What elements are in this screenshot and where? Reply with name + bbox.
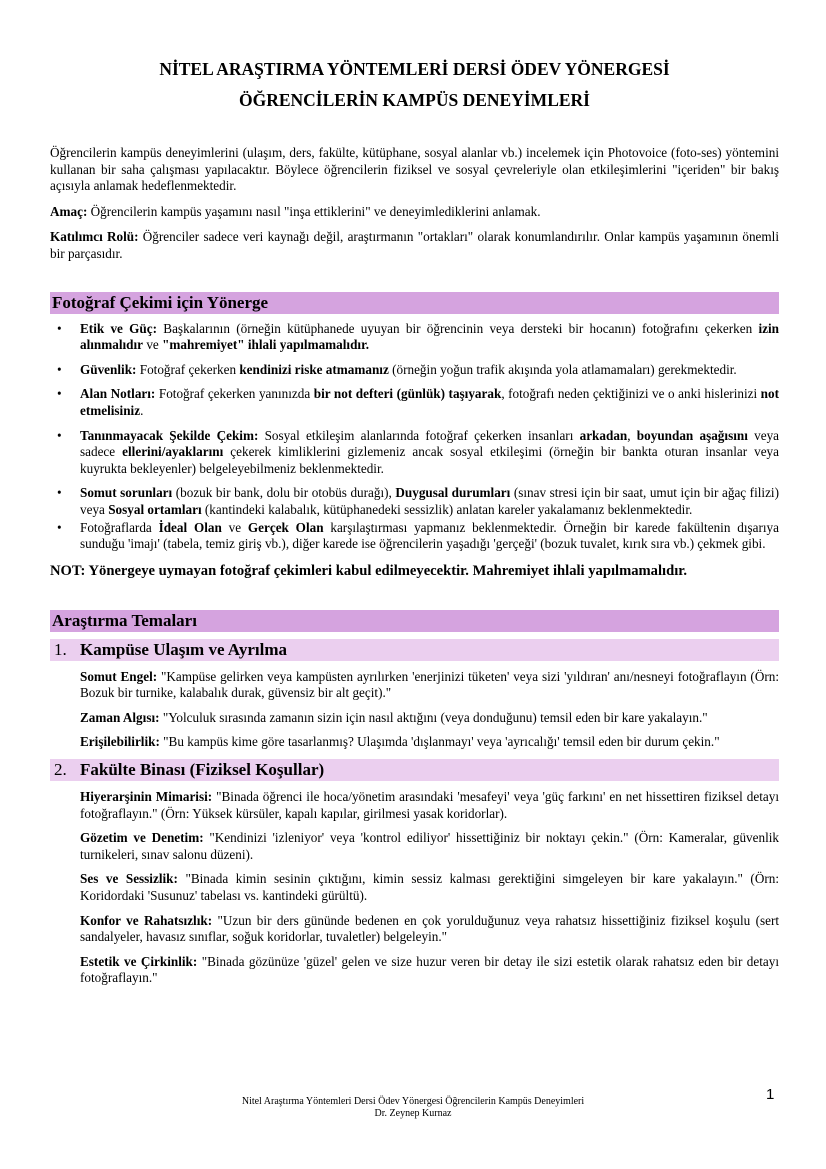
item-text: "Kendinizi 'izleniyor' veya 'kontrol ediliyor' hissettiğiniz bir noktayı çekin." (Örn: Kameralar, güvenlik turnikeleri, sınav salonu düzeni). — [80, 830, 780, 862]
intro-paragraph: Öğrencilerin kampüs deneyimlerini (ulaşım, ders, fakülte, kütüphane, sosyal alanlar vb.) incelemek için Photovoice (foto-ses) yöntemini kullanan bir saha çalışması yapılacaktır. Böylece öğrencilerin fiziksel ve sosyal çevreleriyle olan etkileşimlerini "içeriden" bir bakış açısıyla anlamak hedeflenmektedir. — [50, 145, 779, 194]
bold-text: Gerçek Olan — [247, 519, 324, 535]
bold-text: bir not defteri (günlük) taşıyarak — [313, 386, 502, 402]
list-item-ideal-vs-real — [50, 520, 779, 553]
role-paragraph — [50, 229, 779, 262]
theme-item — [80, 913, 779, 946]
text: ve — [143, 337, 163, 353]
theme-item — [80, 954, 779, 987]
theme-item — [80, 669, 779, 702]
bullet-icon: • — [57, 386, 62, 402]
text: . — [140, 402, 144, 418]
footer-title: Nitel Araştırma Yöntemleri Dersi Ödev Yönergesi Öğrencilerin Kampüs Deneyimleri — [241, 1096, 585, 1107]
list-item-safety — [50, 362, 779, 379]
theme-title: Fakülte Binası (Fiziksel Koşullar) — [80, 760, 325, 780]
item-label: Somut Engel: — [80, 668, 158, 684]
bold-text: Sosyal ortamları — [108, 501, 202, 517]
bullet-icon: • — [57, 320, 62, 336]
bold-text: "mahremiyet" ihlali yapılmamalıdır. — [162, 337, 370, 353]
bold-text: not etmelisiniz — [80, 386, 779, 418]
text: Fotoğraf çekerken — [136, 361, 240, 377]
theme-heading-transport — [50, 639, 779, 661]
themes-section-heading: Araştırma Temaları — [50, 610, 779, 632]
document-title-line1: NİTEL ARAŞTIRMA YÖNTEMLERİ DERSİ ÖDEV YÖNERGESİ — [159, 59, 670, 79]
bold-text: İdeal Olan — [158, 519, 222, 535]
item-text: "Yolculuk sırasında zamanın sizin için nasıl aktığını (veya donduğunu) temsil eden bir kare yakalayın." — [159, 709, 708, 725]
item-label: Erişilebilirlik: — [80, 734, 160, 750]
page-number: 1 — [766, 1086, 775, 1103]
warning-note: NOT: Yönergeye uymayan fotoğraf çekimleri kabul edilmeyecektir. Mahremiyet ihlali yapılmamalıdır. — [50, 562, 688, 579]
bold-text: Alan Notları: — [80, 386, 156, 402]
text: (kantindeki kalabalık, kütüphanedeki sessizlik) anlatan kareler yakalamanız beklenmektedir. — [201, 501, 693, 517]
theme-item — [80, 830, 779, 863]
role-text: Öğrenciler sadece veri kaynağı değil, araştırmanın "ortakları" olarak konumlandırılır. Onlar kampüs yaşamının önemli bir parçasıdır. — [50, 229, 779, 261]
item-label: Zaman Algısı: — [80, 709, 160, 725]
list-item-field-notes — [50, 386, 779, 419]
bold-text: Duygusal durumları — [395, 485, 511, 501]
item-text: "Binada gözünüze 'güzel' gelen ve size huzur veren bir detay ile sizi estetik olarak rahatsız eden bir detayı fotoğraflayın." — [80, 953, 780, 986]
theme-heading-faculty-building — [50, 759, 779, 781]
item-text: "Bu kampüs kime göre tasarlanmış? Ulaşımda 'dışlanmayı' veya 'ayrıcalığı' temsil eden bir durum çekin." — [159, 734, 720, 750]
bullet-icon: • — [57, 485, 62, 501]
list-item-ethics — [50, 321, 779, 354]
theme-number: 1. — [54, 639, 67, 659]
bold-text: Etik ve Güç: — [80, 320, 158, 336]
text: Başkalarının (örneğin kütüphanede uyuyan bir öğrencinin veya dersteki bir hocanın) fotoğrafını çekerken — [157, 320, 759, 336]
photo-guidelines-list — [50, 321, 779, 553]
bold-text: Tanınmayacak Şekilde Çekim: — [80, 427, 259, 443]
theme-number: 2. — [54, 760, 67, 780]
item-text: "Binada kimin sesinin çıktığını, kimin sessiz kalması gerektiğini simgeleyen bir kare yakalayın." (Örn: Koridordaki 'Susunuz' tabelası vs. kantindeki gürültü). — [80, 871, 779, 904]
item-label: Estetik ve Çirkinlik: — [80, 953, 198, 969]
bullet-icon: • — [57, 427, 62, 443]
bold-text: kendinizi riske atmamanız — [239, 361, 389, 377]
bold-text: ellerini/ayaklarını — [122, 444, 224, 460]
bold-text: Somut sorunları — [80, 485, 173, 501]
item-text: "Kampüse gelirken veya kampüsten ayrılırken 'enerjinizi tüketen' veya sizi 'yıldıran' anı/nesneyi fotoğraflayın (Örn: Bozuk bir turnike, kalabalık durak, güvensiz bir alt geçit)." — [80, 668, 779, 701]
text: Fotoğraflarda — [80, 519, 159, 535]
text: (bozuk bir bank, dolu bir otobüs durağı), — [172, 485, 396, 501]
page-footer — [0, 1096, 826, 1120]
text: ve — [221, 519, 248, 535]
text: veya sadece — [80, 427, 780, 460]
bullet-icon: • — [57, 361, 62, 377]
list-item-concrete-problems — [50, 485, 779, 518]
bold-text: arkadan — [579, 427, 628, 443]
theme-item — [80, 871, 779, 904]
item-text: "Binada öğrenci ile hoca/yönetim arasındaki 'mesafeyi' veya 'güç farkını' en net hissettiren fiziksel detayı fotoğraflayın." (Örn: Yüksek kürsüler, kapalı kapılar, girilmesi yasak koridorlar). — [80, 789, 779, 821]
item-label: Hiyerarşinin Mimarisi: — [80, 789, 213, 805]
item-label: Ses ve Sessizlik: — [80, 871, 178, 887]
text: karşılaştırması yapmanız beklenmektedir. Örneğin bir karede fakültenin dışarıya sunduğu 'imajı' (tabela, temiz giriş vb.), diğer karede ise öğrencilerin yaşadığı 'gerçeği' (bozuk tuvalet, kırık sıra vb.) çekmek gibi. — [80, 519, 779, 552]
text: (örneğin yoğun trafik akışında yola atlamamaları) gerekmektedir. — [388, 361, 737, 377]
text: Sosyal etkileşim alanlarında fotoğraf çekerken insanları — [258, 427, 580, 443]
bold-text: boyundan aşağısını — [636, 427, 748, 443]
bold-text: izin alınmalıdır — [80, 320, 779, 353]
list-item-anonymous-shooting — [50, 428, 779, 478]
text: çekerek kimliklerini gizlemeniz ancak sosyal etkileşimi (örneğin bir bankta oturan insanlar veya kuyrukta bekleyenler) belgeleyebilmeniz beklenmektedir. — [80, 444, 780, 476]
item-text: "Uzun bir ders gününde bedenen en çok yorulduğunuz veya rahatsız hissettiğiniz fiziksel koşulu (sert sandalyeler, havasız sınıflar, soğuk koridorlar, tuvaletler) belgeleyin." — [80, 912, 780, 945]
document-title-line2: ÖĞRENCİLERİN KAMPÜS DENEYİMLERİ — [238, 90, 590, 110]
aim-label: Amaç: — [50, 203, 88, 219]
text: Fotoğraf çekerken yanınızda — [155, 386, 314, 402]
theme-item — [80, 789, 779, 822]
role-label: Katılımcı Rolü: — [50, 229, 139, 245]
text: (sınav stresi için bir saat, umut için bir ağaç filizi) veya — [80, 485, 779, 517]
aim-text: Öğrencilerin kampüs yaşamını nasıl "inşa ettiklerini" ve deneyimlediklerini anlamak. — [87, 203, 541, 219]
aim-paragraph — [50, 204, 779, 221]
document-page — [50, 58, 779, 995]
bold-text: Güvenlik: — [80, 361, 137, 377]
text: , — [627, 427, 637, 443]
theme-item — [80, 710, 779, 727]
item-label: Gözetim ve Denetim: — [80, 830, 204, 846]
theme-title: Kampüse Ulaşım ve Ayrılma — [80, 639, 287, 659]
theme-item — [80, 734, 779, 751]
photo-section-heading: Fotoğraf Çekimi için Yönerge — [50, 292, 779, 314]
footer-author: Dr. Zeynep Kurnaz — [374, 1108, 452, 1119]
item-label: Konfor ve Rahatsızlık: — [80, 912, 213, 928]
text: , fotoğrafı neden çektiğinizi ve o anki hislerinizi — [501, 386, 761, 402]
bullet-icon: • — [57, 519, 62, 535]
